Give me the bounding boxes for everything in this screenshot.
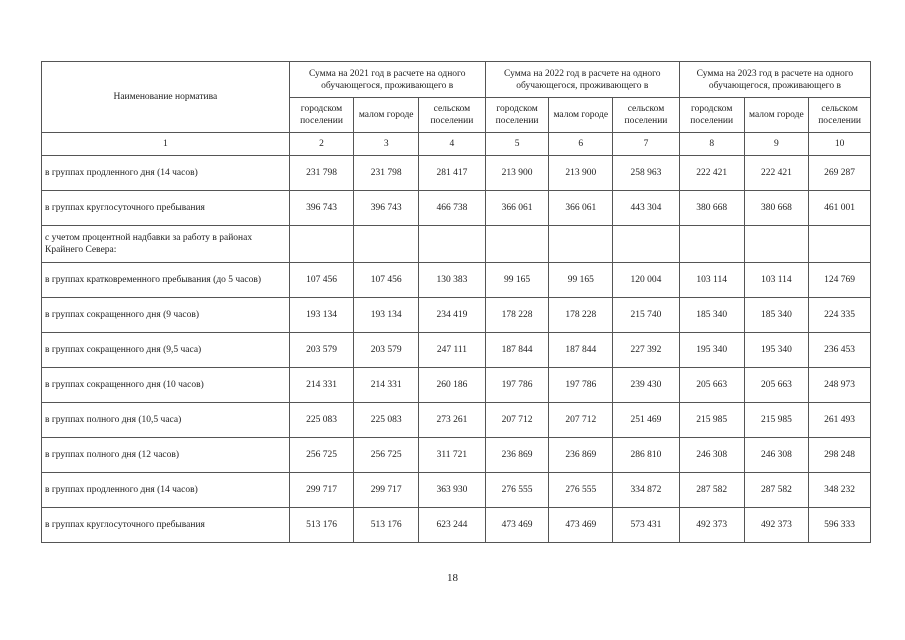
row-label: в группах полного дня (10,5 часа): [42, 403, 290, 438]
value-cell: [809, 226, 871, 263]
column-number: 8: [679, 133, 744, 156]
value-cell: 185 340: [679, 298, 744, 333]
sub-header: городском поселении: [289, 98, 354, 133]
value-cell: 276 555: [549, 473, 613, 508]
value-cell: 273 261: [419, 403, 486, 438]
value-cell: 231 798: [289, 156, 354, 191]
normative-table: [41, 61, 871, 543]
value-cell: 213 900: [485, 156, 549, 191]
value-cell: 107 456: [289, 263, 354, 298]
value-cell: 261 493: [809, 403, 871, 438]
column-number: 3: [354, 133, 419, 156]
value-cell: [419, 226, 486, 263]
value-cell: 473 469: [485, 508, 549, 543]
value-cell: 246 308: [679, 438, 744, 473]
value-cell: 260 186: [419, 368, 486, 403]
value-cell: 573 431: [613, 508, 680, 543]
row-label: в группах сокращенного дня (10 часов): [42, 368, 290, 403]
value-cell: 513 176: [354, 508, 419, 543]
value-cell: 195 340: [679, 333, 744, 368]
value-cell: 187 844: [485, 333, 549, 368]
value-cell: [613, 226, 680, 263]
value-cell: 205 663: [679, 368, 744, 403]
table-body: [42, 156, 871, 543]
value-cell: 334 872: [613, 473, 680, 508]
value-cell: 214 331: [354, 368, 419, 403]
column-number: 7: [613, 133, 680, 156]
value-cell: 99 165: [485, 263, 549, 298]
year-header-2023: Сумма на 2023 год в расчете на одного обучающегося, проживающего в: [679, 62, 870, 98]
value-cell: 366 061: [485, 191, 549, 226]
value-cell: 256 725: [354, 438, 419, 473]
table-row: [42, 156, 871, 191]
row-label: в группах круглосуточного пребывания: [42, 508, 290, 543]
value-cell: 623 244: [419, 508, 486, 543]
table-row: [42, 191, 871, 226]
sub-header: малом городе: [744, 98, 809, 133]
value-cell: 396 743: [289, 191, 354, 226]
value-cell: 299 717: [354, 473, 419, 508]
value-cell: 443 304: [613, 191, 680, 226]
value-cell: 287 582: [679, 473, 744, 508]
value-cell: 281 417: [419, 156, 486, 191]
value-cell: 258 963: [613, 156, 680, 191]
table-row: [42, 226, 871, 263]
value-cell: 363 930: [419, 473, 486, 508]
value-cell: [354, 226, 419, 263]
value-cell: 215 985: [744, 403, 809, 438]
value-cell: 203 579: [289, 333, 354, 368]
column-number: 2: [289, 133, 354, 156]
value-cell: 193 134: [289, 298, 354, 333]
value-cell: 178 228: [485, 298, 549, 333]
value-cell: 205 663: [744, 368, 809, 403]
value-cell: 311 721: [419, 438, 486, 473]
value-cell: 380 668: [679, 191, 744, 226]
value-cell: 492 373: [744, 508, 809, 543]
table-row: [42, 508, 871, 543]
value-cell: 236 869: [549, 438, 613, 473]
value-cell: 513 176: [289, 508, 354, 543]
column-number: 10: [809, 133, 871, 156]
value-cell: 236 869: [485, 438, 549, 473]
value-cell: 224 335: [809, 298, 871, 333]
value-cell: 197 786: [485, 368, 549, 403]
value-cell: [289, 226, 354, 263]
value-cell: 215 740: [613, 298, 680, 333]
sub-header: сельском поселении: [419, 98, 486, 133]
value-cell: 195 340: [744, 333, 809, 368]
value-cell: 461 001: [809, 191, 871, 226]
value-cell: 207 712: [549, 403, 613, 438]
value-cell: 225 083: [289, 403, 354, 438]
value-cell: [744, 226, 809, 263]
value-cell: 380 668: [744, 191, 809, 226]
value-cell: 234 419: [419, 298, 486, 333]
row-label: в группах полного дня (12 часов): [42, 438, 290, 473]
value-cell: 246 308: [744, 438, 809, 473]
value-cell: [549, 226, 613, 263]
value-cell: 248 973: [809, 368, 871, 403]
value-cell: 178 228: [549, 298, 613, 333]
column-number: 6: [549, 133, 613, 156]
year-header-2022: Сумма на 2022 год в расчете на одного обучающегося, проживающего в: [485, 62, 679, 98]
table-row: [42, 263, 871, 298]
value-cell: 239 430: [613, 368, 680, 403]
sub-header: сельском поселении: [809, 98, 871, 133]
row-label: с учетом процентной надбавки за работу в районах Крайнего Севера:: [42, 226, 290, 263]
value-cell: 276 555: [485, 473, 549, 508]
sub-header: малом городе: [354, 98, 419, 133]
value-cell: 185 340: [744, 298, 809, 333]
table-row: [42, 368, 871, 403]
column-number: 1: [42, 133, 290, 156]
column-number-row: [42, 133, 871, 156]
value-cell: 193 134: [354, 298, 419, 333]
table-row: [42, 438, 871, 473]
value-cell: 227 392: [613, 333, 680, 368]
value-cell: [679, 226, 744, 263]
sub-header: городском поселении: [485, 98, 549, 133]
value-cell: 348 232: [809, 473, 871, 508]
row-label: в группах продленного дня (14 часов): [42, 473, 290, 508]
value-cell: 99 165: [549, 263, 613, 298]
value-cell: 396 743: [354, 191, 419, 226]
sub-header: малом городе: [549, 98, 613, 133]
value-cell: 596 333: [809, 508, 871, 543]
value-cell: 236 453: [809, 333, 871, 368]
value-cell: 103 114: [679, 263, 744, 298]
table-row: [42, 298, 871, 333]
row-label: в группах продленного дня (14 часов): [42, 156, 290, 191]
row-label: в группах кратковременного пребывания (до 5 часов): [42, 263, 290, 298]
value-cell: 225 083: [354, 403, 419, 438]
value-cell: 124 769: [809, 263, 871, 298]
row-label: в группах сокращенного дня (9,5 часа): [42, 333, 290, 368]
value-cell: 256 725: [289, 438, 354, 473]
column-number: 9: [744, 133, 809, 156]
value-cell: 222 421: [744, 156, 809, 191]
value-cell: 120 004: [613, 263, 680, 298]
row-label: в группах круглосуточного пребывания: [42, 191, 290, 226]
value-cell: 492 373: [679, 508, 744, 543]
value-cell: 107 456: [354, 263, 419, 298]
value-cell: 473 469: [549, 508, 613, 543]
table-row: [42, 333, 871, 368]
value-cell: 214 331: [289, 368, 354, 403]
column-number: 4: [419, 133, 486, 156]
sub-header: сельском поселении: [613, 98, 680, 133]
value-cell: 207 712: [485, 403, 549, 438]
value-cell: 298 248: [809, 438, 871, 473]
value-cell: 366 061: [549, 191, 613, 226]
value-cell: 286 810: [613, 438, 680, 473]
row-label: в группах сокращенного дня (9 часов): [42, 298, 290, 333]
value-cell: 215 985: [679, 403, 744, 438]
value-cell: 222 421: [679, 156, 744, 191]
value-cell: [485, 226, 549, 263]
value-cell: 287 582: [744, 473, 809, 508]
value-cell: 299 717: [289, 473, 354, 508]
value-cell: 197 786: [549, 368, 613, 403]
value-cell: 213 900: [549, 156, 613, 191]
value-cell: 466 738: [419, 191, 486, 226]
name-header: Наименование норматива: [42, 62, 290, 133]
value-cell: 187 844: [549, 333, 613, 368]
table-row: [42, 403, 871, 438]
value-cell: 103 114: [744, 263, 809, 298]
table-row: [42, 473, 871, 508]
page-number: 18: [447, 572, 458, 584]
value-cell: 231 798: [354, 156, 419, 191]
sub-header: городском поселении: [679, 98, 744, 133]
year-header-2021: Сумма на 2021 год в расчете на одного обучающегося, проживающего в: [289, 62, 485, 98]
column-number: 5: [485, 133, 549, 156]
value-cell: 251 469: [613, 403, 680, 438]
value-cell: 247 111: [419, 333, 486, 368]
value-cell: 269 287: [809, 156, 871, 191]
value-cell: 203 579: [354, 333, 419, 368]
value-cell: 130 383: [419, 263, 486, 298]
